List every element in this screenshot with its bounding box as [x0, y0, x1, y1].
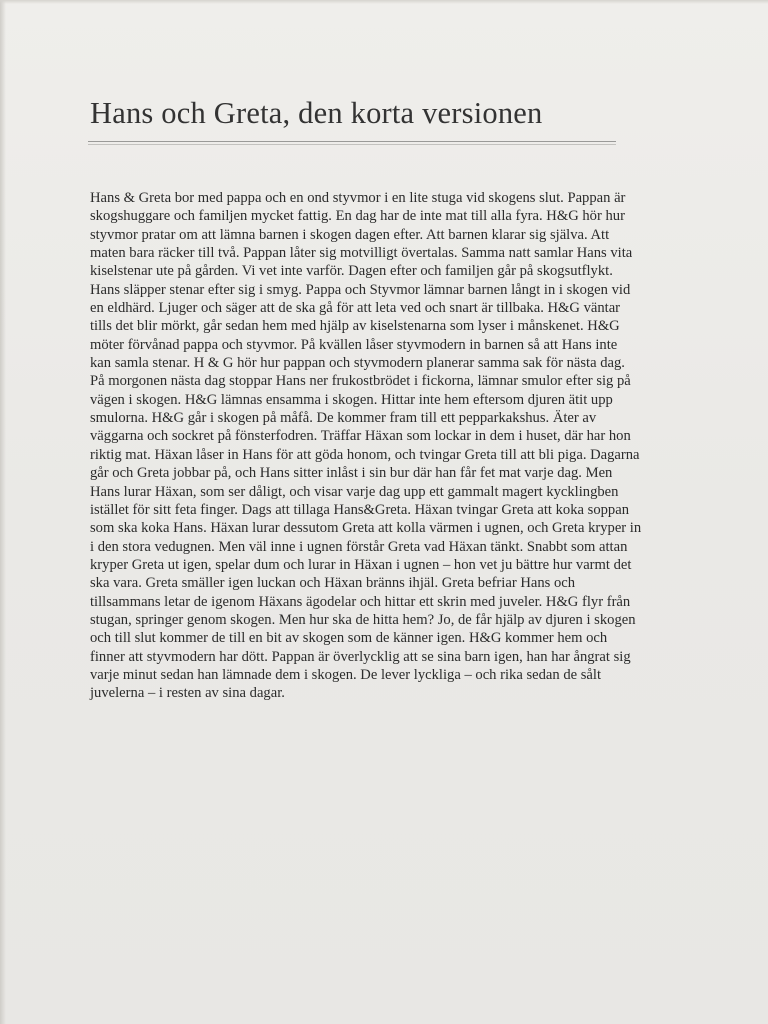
text-line: går och Greta jobbar på, och Hans sitter inlåst i sin bur där han får fet mat varje dag. Men — [90, 465, 613, 482]
text-line: stugan, springer genom skogen. Men hur ska de hitta hem? Jo, de får hjälp av djuren i skogen — [90, 611, 636, 628]
text-line: kryper Greta ut igen, spelar dum och lurar in Häxan i ugnen – hon vet ju bättre hur varmt det — [90, 556, 632, 573]
text-line: riktig mat. Häxan låser in Hans för att göda honom, och tvingar Greta till att bli piga. Dagarna — [90, 446, 640, 463]
title-underline — [88, 141, 616, 142]
text-line: kiselstenar ute på gården. Vi vet inte varför. Dagen efter och familjen går på skogsutflykt. — [90, 263, 613, 280]
text-line: tillsammans letar de igenom Häxans ägodelar och hittar ett skrin med juveler. H&G flyr från — [90, 593, 631, 610]
text-line: På morgonen nästa dag stoppar Hans ner frukostbrödet i fickorna, lämnar smulor efter sig på — [90, 373, 631, 390]
text-line: som ska koka Hans. Häxan lurar dessutom Greta att kolla värmen i ugnen, och Greta kryper in — [90, 520, 642, 537]
text-line: istället för sitt feta finger. Dags att tillaga Hans&Greta. Häxan tvingar Greta att koka soppan — [90, 501, 629, 518]
text-line: möter förvånad pappa och styvmor. På kvällen låser styvmodern in barnen så att Hans inte — [90, 336, 618, 353]
text-line: Hans lurar Häxan, som ser dåligt, och visar varje dag upp ett gammalt magert kycklingben — [90, 483, 619, 500]
text-line: Hans & Greta bor med pappa och en ond styvmor i en lite stuga vid skogens slut. Pappan är — [90, 190, 626, 206]
text-line: juvelerna – i resten av sina dagar. — [90, 685, 285, 702]
text-line: vägen i skogen. H&G lämnas ensamma i skogen. Hittar inte hem eftersom djuren ätit upp — [90, 391, 613, 408]
text-line: en eldhärd. Ljuger och säger att de ska gå för att leta ved och snart är tillbaka. H&G väntar — [90, 300, 621, 317]
text-line: kan samla stenar. H & G hör hur pappan och styvmodern planerar samma sak för nästa dag. — [90, 355, 625, 372]
text-line: tills det blir mörkt, går sedan hem med hjälp av kiselstenarna som lyser i månskenet. H&G — [90, 318, 620, 335]
page-top-shadow — [0, 0, 768, 4]
title-underline-secondary — [88, 144, 616, 145]
document-title: Hans och Greta, den korta versionen — [90, 96, 543, 130]
text-line: i den stora vedugnen. Men väl inne i ugnen förstår Greta vad Häxan tänkt. Snabbt som attan — [90, 538, 628, 555]
text-line: och till slut kommer de till en bit av skogen som de känner igen. H&G kommer hem och — [90, 630, 608, 647]
text-line: skogshuggare och familjen mycket fattig. En dag har de inte mat till alla fyra. H&G hör hur — [90, 208, 625, 225]
text-line: varje minut sedan han lämnade dem i skogen. De lever lyckliga – och rika sedan de sålt — [90, 666, 602, 683]
text-line: ska vara. Greta smäller igen luckan och Häxan bränns ihjäl. Greta befriar Hans och — [90, 575, 576, 592]
page-edge-shadow — [0, 0, 6, 1024]
text-line: finner att styvmodern har dött. Pappan är överlycklig att se sina barn igen, han har ångrat sig — [90, 648, 631, 665]
text-line: maten bara räcker till två. Pappan låter sig motvilligt övertalas. Samma natt samlar Hans vita — [90, 245, 633, 262]
story-paragraph — [90, 189, 680, 703]
text-line: Hans släpper stenar efter sig i smyg. Pappa och Styvmor lämnar barnen långt in i skogen vid — [90, 281, 631, 298]
text-line: smulorna. H&G går i skogen på måfå. De kommer fram till ett pepparkakshus. Äter av — [90, 410, 597, 427]
text-line: väggarna och sockret på fönsterfodren. Träffar Häxan som lockar in dem i huset, där har hon — [90, 428, 631, 445]
text-line: styvmor pratar om att lämna barnen i skogen dagen efter. Att barnen klarar sig själva. Att — [90, 226, 610, 243]
